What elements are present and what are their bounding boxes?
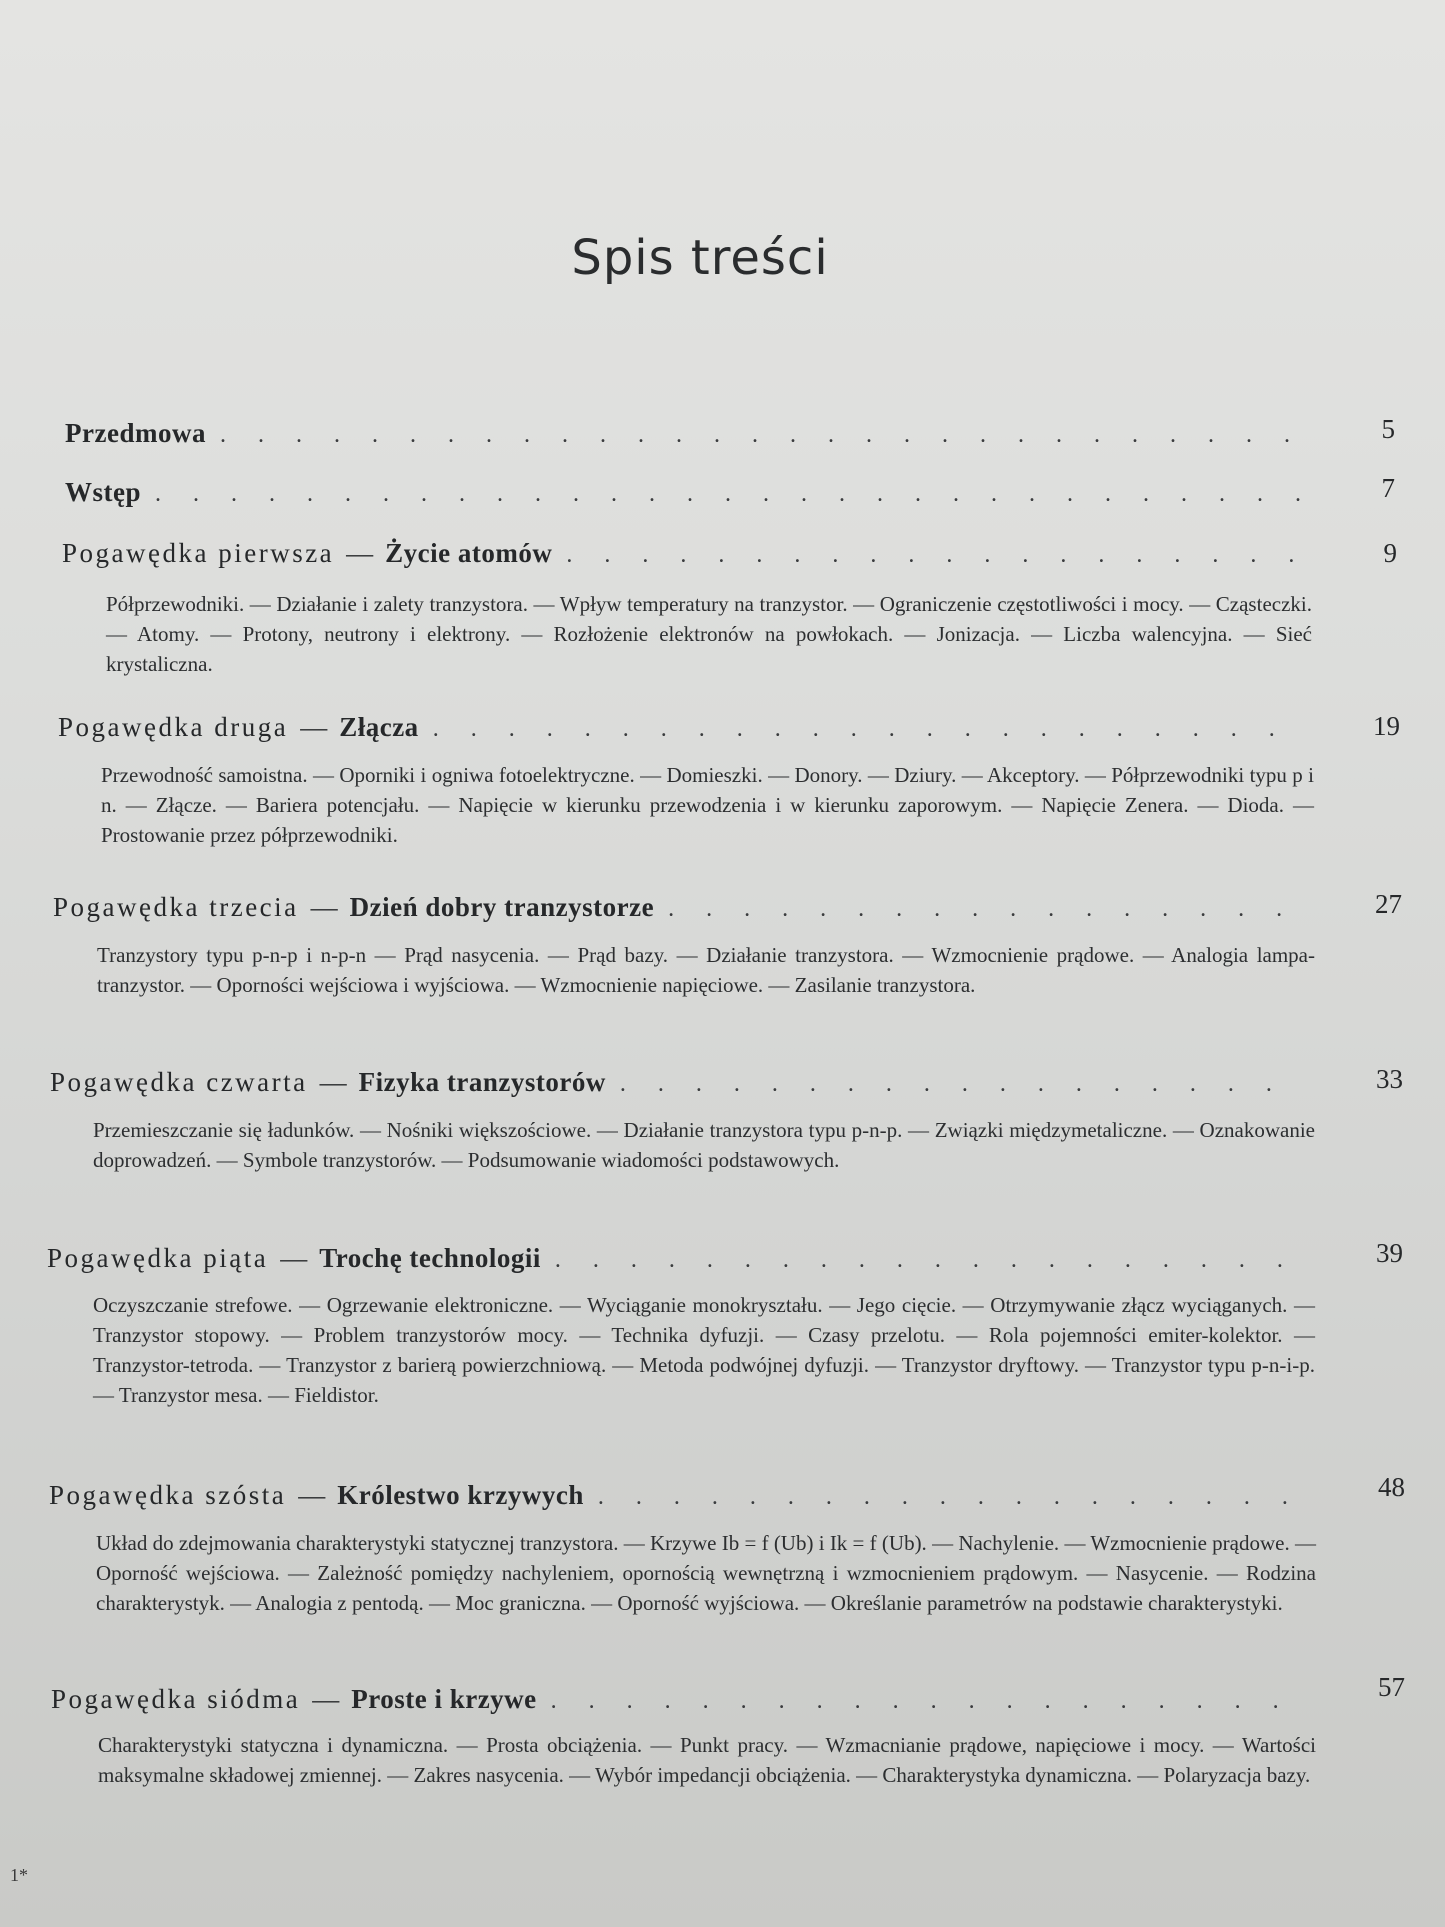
chapter-name: Pogawędka trzecia: [53, 892, 299, 922]
dot-leader: [598, 1484, 1305, 1511]
entry-label: Wstęp: [65, 477, 141, 507]
dot-leader: [620, 1071, 1305, 1098]
chapter-name: Pogawędka czwarta: [50, 1067, 308, 1097]
chapter-description: Przewodność samoistna. — Oporniki i ogniwa fotoelektryczne. — Domieszki. — Donory. — Dziury. — Akceptory. — Półprzewodniki typu p i n. — Złącze. — Bariera potencjału. — Napięcie w kierunku przewodzenia i w kierunku zaporowym. — Napięcie Zenera. — Dioda. — Prostowanie przez półprzewodniki.: [101, 763, 1314, 847]
dot-leader: [555, 1247, 1305, 1274]
chapter-page-number: 39: [1376, 1238, 1403, 1268]
chapter-dash: —: [298, 1480, 326, 1510]
dot-leader: [433, 716, 1305, 743]
page-title: Spis treści: [571, 230, 829, 286]
toc-chapter: [53, 892, 1315, 923]
toc-chapter: [58, 712, 1315, 743]
chapter-description: Układ do zdejmowania charakterystyki statycznej tranzystora. — Krzywe Ib = f (Ub) i Ik = f (Ub). — Nachylenie. — Wzmocnienie prądowe. — Oporność wejściowa. — Zależność pomiędzy nachyleniem, opornością wewnętrzną i wzmocnieniem prądowym. — Nasycenie. — Rodzina charakterystyk. — Analogia z pentodą. — Moc graniczna. — Oporność wyjściowa. — Określanie parametrów na podstawie charakterystyki.: [96, 1531, 1316, 1615]
chapter-title: Fizyka tranzystorów: [358, 1067, 606, 1097]
chapter-name: Pogawędka siódma: [51, 1684, 301, 1714]
toc-entry-wstep: [65, 477, 1315, 508]
toc-entry-przedmowa: [65, 418, 1315, 449]
chapter-name: Pogawędka pierwsza: [62, 538, 335, 568]
dot-leader: [220, 422, 1305, 449]
chapter-dash: —: [312, 1684, 340, 1714]
chapter-dash: —: [346, 538, 374, 568]
chapter-dash: —: [310, 892, 338, 922]
dot-leader: [566, 542, 1305, 569]
chapter-title: Królestwo krzywych: [337, 1480, 584, 1510]
toc-chapter: [50, 1067, 1315, 1098]
entry-page-number: 5: [1381, 414, 1395, 444]
chapter-dash: —: [300, 712, 328, 742]
chapter-description: Przemieszczanie się ładunków. — Nośniki większościowe. — Działanie tranzystora typu p-n-p. — Związki międzymetaliczne. — Oznakowanie doprowadzeń. — Symbole tranzystorów. — Podsumowanie wiadomości podstawowych.: [93, 1118, 1315, 1172]
dot-leader: [155, 481, 1305, 508]
chapter-description: Oczyszczanie strefowe. — Ogrzewanie elektroniczne. — Wyciąganie monokryształu. — Jego cięcie. — Otrzymywanie złącz wyciąganych. — Tranzystor stopowy. — Problem tranzystorów mocy. — Technika dyfuzji. — Czasy przelotu. — Rola pojemności emiter-kolektor. — Tranzystor-tetroda. — Tranzystor z barierą powierzchniową. — Metoda podwójnej dyfuzji. — Tranzystor dryftowy. — Tranzystor typu p-n-i-p. — Tranzystor mesa. — Fieldistor.: [93, 1293, 1315, 1407]
chapter-description: Półprzewodniki. — Działanie i zalety tranzystora. — Wpływ temperatury na tranzystor. — Ograniczenie częstotliwości i mocy. — Cząsteczki. — Atomy. — Protony, neutrony i elektrony. — Rozłożenie elektronów na powłokach. — Jonizacja. — Liczba walencyjna. — Sieć krystaliczna.: [106, 592, 1312, 676]
chapter-page-number: 57: [1378, 1672, 1405, 1702]
chapter-title: Trochę technologii: [319, 1243, 541, 1273]
chapter-page-number: 48: [1378, 1472, 1405, 1502]
toc-chapter: [47, 1243, 1315, 1274]
chapter-page-number: 9: [1383, 538, 1397, 568]
signature-mark: 1*: [10, 1865, 28, 1885]
chapter-name: Pogawędka piąta: [47, 1243, 269, 1273]
chapter-dash: —: [319, 1067, 347, 1097]
entry-label: Przedmowa: [65, 418, 206, 448]
toc-chapter: [49, 1480, 1315, 1511]
chapter-page-number: 33: [1376, 1064, 1403, 1094]
chapter-title: Złącza: [339, 712, 419, 742]
toc-chapter: [51, 1684, 1315, 1715]
chapter-title: Dzień dobry tranzystorze: [349, 892, 655, 922]
chapter-description: Charakterystyki statyczna i dynamiczna. — Prosta obciążenia. — Punkt pracy. — Wzmacnianie prądowe, napięciowe i mocy. — Wartości maksymalne składowej zmiennej. — Zakres nasycenia. — Wybór impedancji obciążenia. — Charakterystyka dynamiczna. — Polaryzacja bazy.: [98, 1733, 1316, 1787]
toc-chapter: [62, 538, 1315, 569]
chapter-name: Pogawędka szósta: [49, 1480, 287, 1510]
chapter-title: Życie atomów: [385, 538, 553, 568]
dot-leader: [551, 1688, 1305, 1715]
chapter-page-number: 19: [1373, 711, 1400, 741]
chapter-dash: —: [280, 1243, 308, 1273]
entry-page-number: 7: [1381, 473, 1395, 503]
chapter-description: Tranzystory typu p-n-p i n-p-n — Prąd nasycenia. — Prąd bazy. — Działanie tranzystora. — Wzmocnienie prądowe. — Analogia lampa-tranzystor. — Oporności wejściowa i wyjściowa. — Wzmocnienie napięciowe. — Zasilanie tranzystora.: [97, 943, 1315, 997]
chapter-page-number: 27: [1375, 889, 1402, 919]
dot-leader: [668, 896, 1305, 923]
chapter-title: Proste i krzywe: [351, 1684, 537, 1714]
chapter-name: Pogawędka druga: [58, 712, 289, 742]
